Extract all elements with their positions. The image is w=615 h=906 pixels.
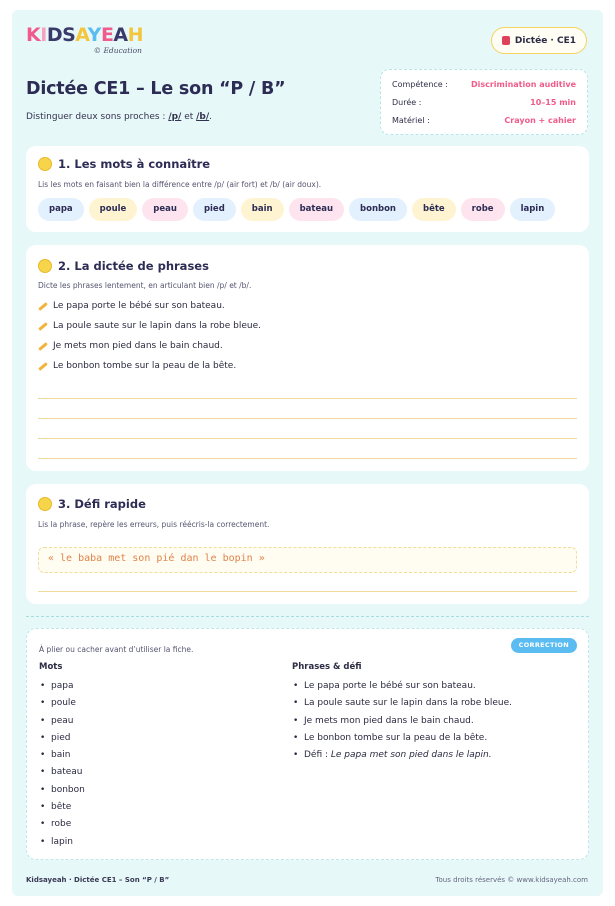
word-chip: poule	[89, 198, 138, 221]
pencil-icon	[38, 322, 48, 331]
word-chip: lapin	[510, 198, 556, 221]
word-chip: pied	[193, 198, 236, 221]
sentence-text: Le papa porte le bébé sur son bateau.	[53, 301, 225, 311]
sentence-item	[38, 361, 236, 371]
word-chip: papa	[38, 198, 84, 221]
pencil-icon	[38, 362, 48, 371]
page-subtitle	[26, 112, 212, 122]
defi-label: Défi :	[304, 750, 331, 761]
writing-line	[38, 398, 577, 399]
section-challenge-card	[26, 484, 589, 604]
info-box	[380, 69, 588, 135]
writing-line	[38, 418, 577, 419]
writing-line	[38, 591, 577, 592]
defi-answer: Le papa met son pied dans le lapin.	[330, 750, 492, 761]
section-words-card	[26, 146, 589, 232]
pencil-icon	[38, 342, 48, 351]
list-item: • bête	[39, 799, 85, 816]
list-item: • lapin	[39, 834, 85, 851]
section-sentences-title: 2. La dictée de phrases	[58, 259, 209, 273]
list-item: • poule	[39, 695, 85, 712]
subtitle-sound-b: /b/	[196, 112, 210, 122]
writing-line	[38, 458, 577, 459]
challenge-phrase: « le baba met son pié dan le bopin »	[38, 547, 577, 573]
correction-note: À plier ou cacher avant d’utiliser la fiche.	[39, 645, 194, 654]
section-challenge-heading	[38, 497, 146, 511]
list-item: • Le bonbon tombe sur la peau de la bête.	[292, 730, 512, 747]
section-sentences-card	[26, 245, 589, 471]
correction-box	[26, 628, 589, 860]
word-chip: bonbon	[349, 198, 407, 221]
subtitle-sound-p: /p/	[168, 112, 182, 122]
word-chip: bain	[241, 198, 284, 221]
info-value: 10–15 min	[530, 98, 576, 107]
writing-line	[38, 438, 577, 439]
logo-wordmark: KIDSAYEAH	[26, 24, 144, 46]
sentence-text: La poule saute sur le lapin dans la robe bleue.	[53, 321, 262, 331]
correction-words-list	[39, 678, 85, 851]
star-icon	[38, 497, 52, 511]
info-key: Durée :	[392, 98, 422, 107]
sentence-text: Je mets mon pied dans le bain chaud.	[53, 341, 223, 351]
list-item: • Le papa porte le bébé sur son bateau.	[292, 678, 512, 695]
list-item: • peau	[39, 713, 85, 730]
sentence-text: Le bonbon tombe sur la peau de la bête.	[53, 361, 237, 371]
list-item: • pied	[39, 730, 85, 747]
info-row	[392, 112, 576, 130]
sentence-item	[38, 341, 223, 351]
list-item: • bain	[39, 747, 85, 764]
worksheet-page	[12, 10, 603, 896]
info-row	[392, 94, 576, 112]
level-badge	[491, 27, 587, 54]
list-item: • papa	[39, 678, 85, 695]
correction-phrases-title: Phrases & défi	[292, 662, 362, 672]
fold-separator	[26, 616, 589, 617]
section-sentences-heading	[38, 259, 209, 273]
subtitle-period: .	[209, 112, 213, 122]
list-item: • robe	[39, 816, 85, 833]
info-key: Matériel :	[392, 116, 430, 125]
correction-phrases-list	[292, 678, 512, 764]
sentence-item	[38, 321, 261, 331]
info-row	[392, 76, 576, 94]
word-chip: peau	[142, 198, 188, 221]
info-value: Discrimination auditive	[470, 80, 576, 89]
footer-left: Kidsayeah · Dictée CE1 – Son “P / B”	[26, 876, 170, 884]
pencil-badge-icon	[38, 259, 52, 273]
list-item: • Je mets mon pied dans le bain chaud.	[292, 713, 512, 730]
section-sentences-note: Dicte les phrases lentement, en articulant bien /p/ et /b/.	[38, 281, 252, 290]
word-chip: bête	[412, 198, 456, 221]
list-item: • La poule saute sur le lapin dans la robe bleue.	[292, 695, 512, 712]
section-words-note: Lis les mots en faisant bien la différence entre /p/ (air fort) et /b/ (air doux).	[38, 180, 322, 189]
section-challenge-note: Lis la phrase, repère les erreurs, puis réécris-la correctement.	[38, 520, 270, 529]
word-chip: robe	[461, 198, 505, 221]
footer-right: Tous droits réservés © www.kidsayeah.com	[435, 876, 588, 884]
badge-label: Dictée · CE1	[514, 35, 576, 46]
kidsayeah-logo	[26, 24, 156, 58]
bag-icon	[502, 36, 510, 45]
correction-words-title: Mots	[39, 662, 63, 672]
word-chip: bateau	[289, 198, 344, 221]
page-title: Dictée CE1 – Le son “P / B”	[26, 79, 286, 99]
list-item: • bonbon	[39, 782, 85, 799]
info-key: Compétence :	[392, 80, 448, 89]
section-challenge-title: 3. Défi rapide	[58, 497, 146, 511]
correction-tag: CORRECTION	[511, 638, 577, 653]
books-icon	[38, 157, 52, 171]
list-item: • bateau	[39, 764, 85, 781]
section-words-heading	[38, 157, 210, 171]
pencil-icon	[38, 302, 48, 311]
subtitle-and: et	[181, 112, 197, 122]
logo-subtitle: © Education	[93, 46, 142, 55]
info-value: Crayon + cahier	[504, 116, 576, 125]
list-item	[292, 747, 512, 764]
word-chips	[38, 198, 555, 221]
subtitle-text: Distinguer deux sons proches :	[26, 112, 169, 122]
sentence-item	[38, 301, 225, 311]
section-words-title: 1. Les mots à connaître	[58, 157, 211, 171]
